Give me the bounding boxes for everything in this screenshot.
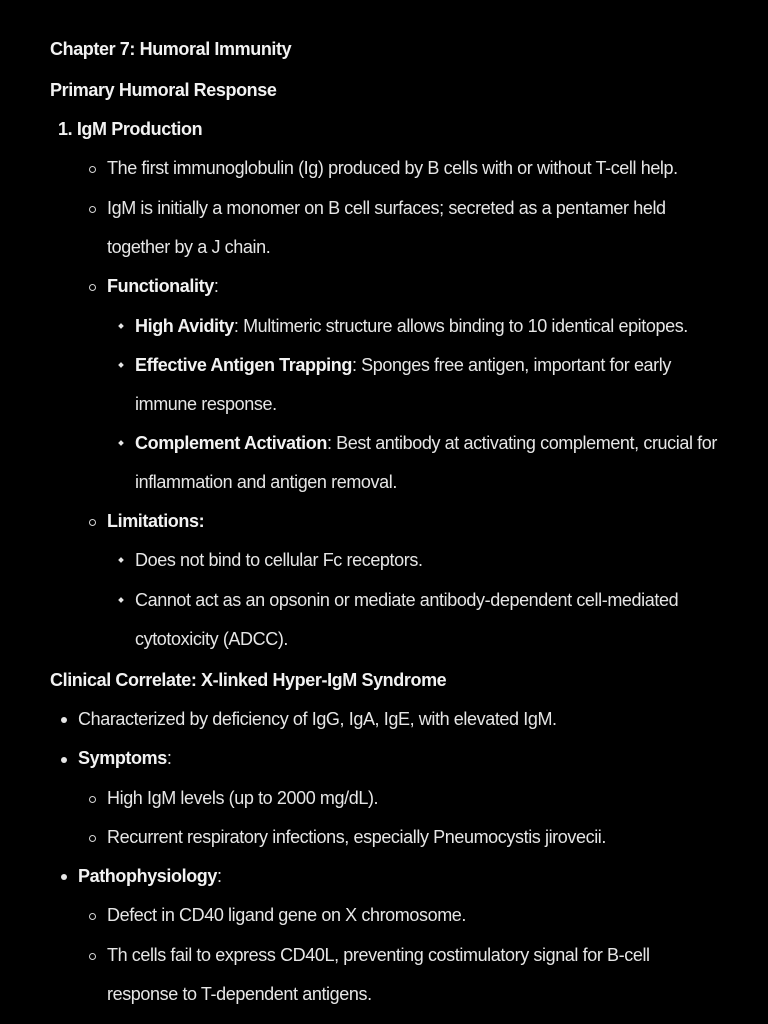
diamond-bullet-icon (118, 557, 124, 563)
point-term: High Avidity (135, 316, 234, 336)
section-title-primary-response: Primary Humoral Response (50, 80, 277, 100)
patho-point: Defect in CD40 ligand gene on X chromosome. (107, 905, 467, 925)
symptom-point: High IgM levels (up to 2000 mg/dL). (107, 788, 379, 808)
bullet-text: IgM is initially a monomer on B cell surfaces; secreted as a pentamer held (107, 198, 666, 218)
chapter-title: Chapter 7: Humoral Immunity (50, 39, 292, 59)
hollow-bullet-icon (89, 835, 96, 842)
pathophysiology-label: Pathophysiology (78, 866, 218, 886)
bullet-text: The first immunoglobulin (Ig) produced by B cells with or without T-cell help. (107, 158, 678, 178)
limitation-continuation: cytotoxicity (ADCC). (135, 629, 289, 649)
limitation-point: Does not bind to cellular Fc receptors. (135, 550, 423, 570)
diamond-bullet-icon (118, 597, 124, 603)
point-text: : Multimeric structure allows binding to 10 identical epitopes. (233, 316, 688, 336)
pathophysiology-heading (78, 865, 222, 887)
point-text: : Sponges free antigen, important for early (351, 355, 671, 375)
hollow-bullet-icon (89, 519, 96, 526)
functionality-heading (107, 275, 218, 297)
limitations-heading: Limitations: (107, 511, 205, 531)
symptoms-label: Symptoms (78, 748, 167, 768)
item-title: IgM Production (76, 119, 203, 139)
patho-continuation: response to T-dependent antigens. (107, 984, 372, 1004)
functionality-colon: : (213, 276, 219, 296)
hollow-bullet-icon (89, 206, 96, 213)
hollow-bullet-icon (89, 913, 96, 920)
symptoms-heading (78, 747, 171, 769)
section-title-clinical-correlate: Clinical Correlate: X-linked Hyper-IgM Syndrome (50, 670, 447, 690)
filled-bullet-icon (61, 757, 67, 763)
functionality-point (135, 432, 717, 454)
point-text: : Best antibody at activating complement, crucial for (326, 433, 717, 453)
symptoms-colon: : (166, 748, 172, 768)
point-term: Complement Activation (135, 433, 327, 453)
patho-point: Th cells fail to express CD40L, preventing costimulatory signal for B-cell (107, 945, 650, 965)
functionality-label: Functionality (107, 276, 214, 296)
point-term: Effective Antigen Trapping (135, 355, 352, 375)
point-continuation: inflammation and antigen removal. (135, 472, 397, 492)
point-continuation: immune response. (135, 394, 277, 414)
pathophysiology-colon: : (217, 866, 222, 886)
functionality-point (135, 354, 671, 376)
bullet-text-continuation: together by a J chain. (107, 237, 271, 257)
bullet-text: Characterized by deficiency of IgG, IgA, IgE, with elevated IgM. (78, 709, 557, 729)
filled-bullet-icon (61, 717, 67, 723)
diamond-bullet-icon (118, 362, 124, 368)
hollow-bullet-icon (89, 166, 96, 173)
item-number: 1. (58, 119, 73, 139)
symptom-point: Recurrent respiratory infections, especially Pneumocystis jirovecii. (107, 827, 607, 847)
hollow-bullet-icon (89, 284, 96, 291)
limitation-point: Cannot act as an opsonin or mediate antibody-dependent cell-mediated (135, 590, 679, 610)
diamond-bullet-icon (118, 440, 124, 446)
filled-bullet-icon (61, 874, 67, 880)
functionality-point (135, 315, 688, 337)
hollow-bullet-icon (89, 796, 96, 803)
hollow-bullet-icon (89, 953, 96, 960)
diamond-bullet-icon (118, 323, 124, 329)
numbered-item-igm-production (58, 118, 202, 140)
